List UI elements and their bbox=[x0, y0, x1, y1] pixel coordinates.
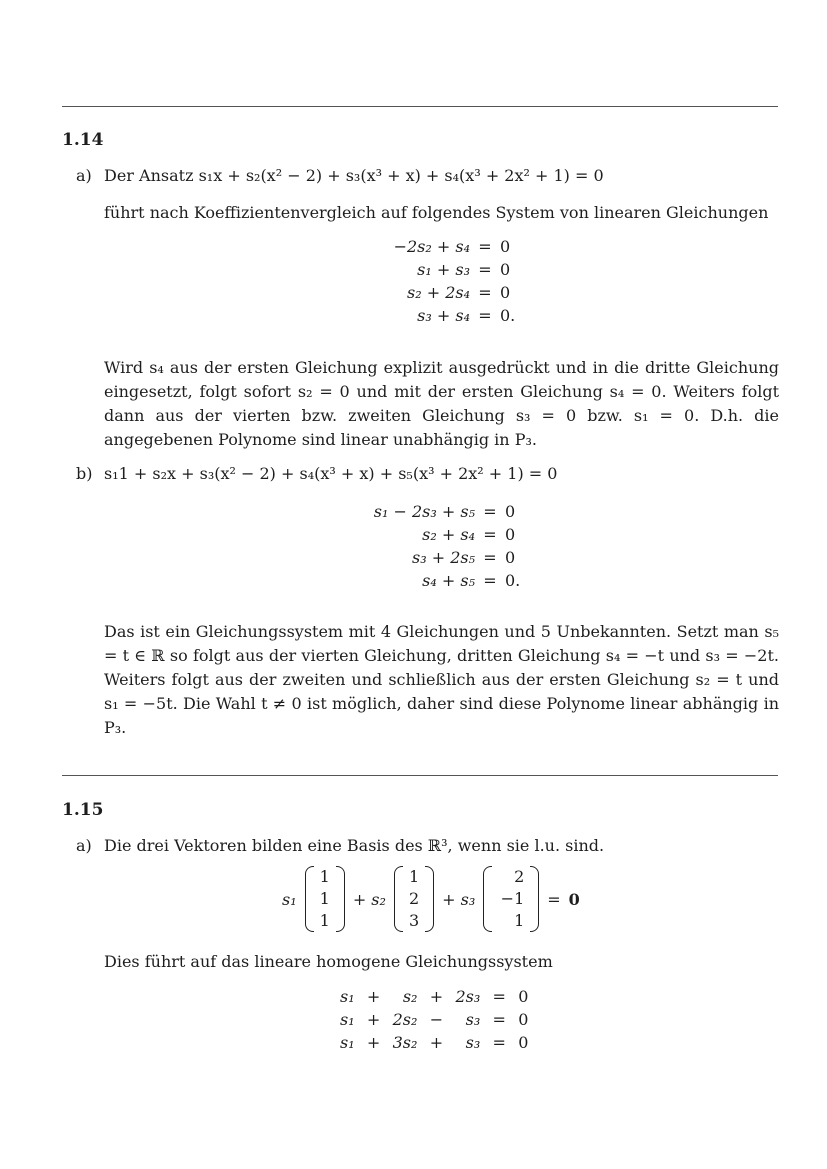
homogeneous-intro: Dies führt auf das lineare homogene Gleichungssystem bbox=[104, 952, 553, 971]
coefficient: + s₂ bbox=[352, 889, 386, 909]
item-label-a: a) bbox=[76, 166, 92, 185]
conclusion-b: Das ist ein Gleichungssystem mit 4 Gleichungen und 5 Unbekannten. Setzt man s₅ = t ∈ ℝ so folgt aus der vierten Gleichung, dritten Gleichung s₄ = −t und s₃ = −2t. Weiters folgt aus der zweiten und schließlich aus der ersten Gleichung s₂ = t und s₁ = −5t. Die Wahl t ≠ 0 ist möglich, daher sind diese Polynome linear abhängig in P₃. bbox=[104, 622, 779, 737]
section-divider bbox=[62, 106, 778, 107]
conclusion-a: Wird s₄ aus der ersten Gleichung explizit ausgedrückt und in die dritte Gleichung eingesetzt, folgt sofort s₂ = 0 und mit der ersten Gleichung s₄ = 0. Weiters folgt dann aus der vierten bzw. zweiten Gleichung s₃ = 0 bzw. s₁ = 0. D.h. die angegebenen Polynome sind linear unabhängig in P₃. bbox=[104, 358, 779, 449]
coefficient: s₁ bbox=[282, 889, 297, 909]
equation-system-b bbox=[345, 500, 520, 592]
column-vector: 2 −1 1 bbox=[483, 866, 539, 932]
column-vector: 1 2 3 bbox=[394, 866, 434, 932]
item-label-b: b) bbox=[76, 464, 93, 483]
system-intro: führt nach Koeffizientenvergleich auf folgendes System von linearen Gleichungen bbox=[104, 203, 769, 222]
ansatz-text: Der Ansatz s₁x + s₂(x² − 2) + s₃(x³ + x) + s₄(x³ + 2x² + 1) = 0 bbox=[104, 166, 604, 185]
section-divider bbox=[62, 775, 778, 776]
zero-vector: 0 bbox=[568, 889, 580, 909]
section-title-1-14: 1.14 bbox=[62, 130, 104, 150]
basis-statement: Die drei Vektoren bilden eine Basis des ℝ³, wenn sie l.u. sind. bbox=[104, 836, 605, 855]
column-vector: 1 1 1 bbox=[305, 866, 345, 932]
equation-row: s₃ + 2s₅ = 0 bbox=[411, 548, 516, 567]
equation-row: s₁ + 3s₂ + s₃ = 0 bbox=[340, 1033, 529, 1052]
equation-row: s₄ + s₅ = 0. bbox=[422, 571, 521, 590]
equation-row: s₁ + s₂ + 2s₃ = 0 bbox=[340, 987, 529, 1006]
section-title-1-15: 1.15 bbox=[62, 800, 104, 820]
equation-system-a bbox=[360, 235, 515, 327]
ansatz-text-b: s₁1 + s₂x + s₃(x² − 2) + s₄(x³ + x) + s₅(x³ + 2x² + 1) = 0 bbox=[104, 464, 558, 483]
homogeneous-system bbox=[336, 985, 532, 1054]
equals-sign: = bbox=[547, 889, 561, 909]
equation-row: s₁ + 2s₂ − s₃ = 0 bbox=[340, 1010, 529, 1029]
item-label-a: a) bbox=[76, 836, 92, 855]
coefficient: + s₃ bbox=[442, 889, 476, 909]
equation-row: s₂ + s₄ = 0 bbox=[422, 525, 516, 544]
equation-row: −2s₂ + s₄ = 0 bbox=[393, 237, 511, 256]
equation-row: s₁ + s₃ = 0 bbox=[417, 260, 511, 279]
equation-row: s₃ + s₄ = 0. bbox=[417, 306, 516, 325]
equation-row: s₁ − 2s₃ + s₅ = 0 bbox=[373, 502, 516, 521]
equation-row: s₂ + 2s₄ = 0 bbox=[406, 283, 511, 302]
vector-equation bbox=[282, 866, 580, 932]
